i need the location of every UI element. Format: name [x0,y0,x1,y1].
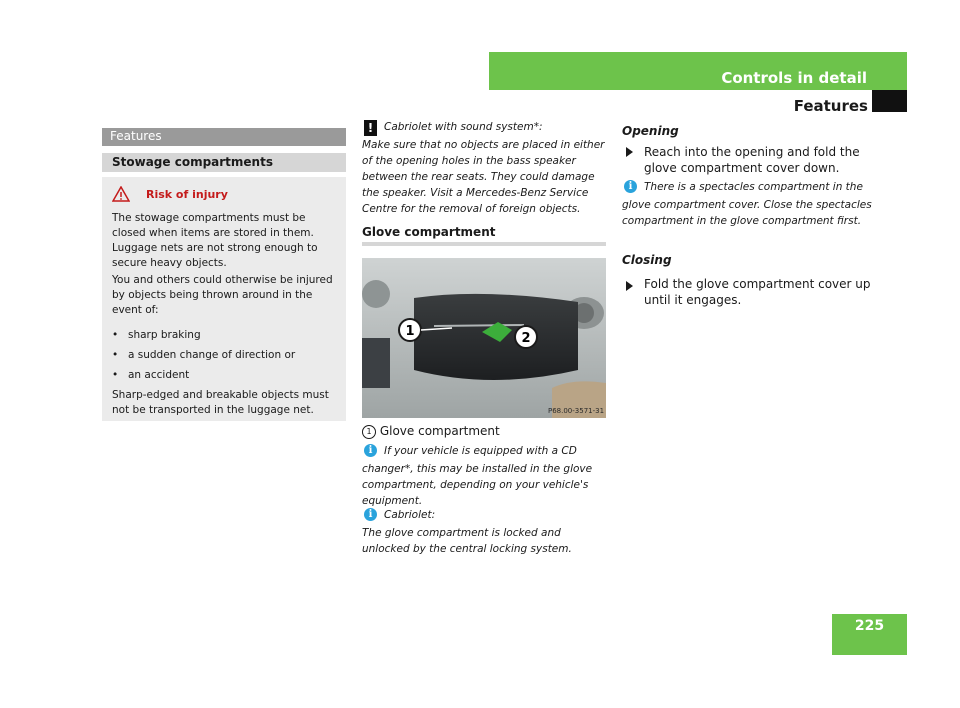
header-marker [872,90,907,112]
info-icon: i [364,508,377,521]
figure-caption [362,424,500,439]
warning-bullet: • an accident [112,369,190,381]
page-number: 225 [854,618,885,634]
glove-compartment-photo [362,258,606,418]
section-title: Controls in detail [721,69,867,87]
features-bar-label: Features [110,129,162,143]
warning-bullet: • sharp braking [112,329,201,341]
stowage-bar-label: Stowage compartments [112,155,273,169]
caption-text: Glove compartment [379,424,500,438]
warning-paragraph: The stowage compartments must be closed when items are stored in them. Luggage nets are not strong enough to secure heavy objects. [112,212,318,269]
info-title: If your vehicle is equipped with a CD [384,445,577,457]
closing-heading: Closing [622,253,672,267]
air-vent-left [362,280,390,308]
warning-paragraph: You and others could otherwise be injured by objects being thrown around in the event of: [112,274,333,316]
figure-code: P68.00-3571-31 [548,407,605,415]
info-title: Cabriolet: [384,509,436,521]
heading-rule [362,242,606,246]
warning-title: Risk of injury [146,188,228,201]
step-arrow-icon [626,147,633,157]
info-body: glove compartment cover. Close the spectacles compartment in the glove compartment first. [622,199,872,227]
stowage-bar [102,153,346,172]
caution-title: Cabriolet with sound system*: [384,121,543,133]
figure-label-2: 2 [521,331,531,346]
warning-paragraph: Sharp-edged and breakable objects must not be transported in the luggage net. [112,389,329,416]
info-icon: i [624,180,637,193]
caption-number: 1 [362,425,376,439]
figure-label-1: 1 [405,324,415,339]
opening-step: Reach into the opening and fold the glove compartment cover down. [644,145,860,175]
warning-triangle-icon [112,186,130,202]
info-body: The glove compartment is locked and unlocked by the central locking system. [362,527,572,555]
caution-icon: ! [364,120,377,136]
opening-heading: Opening [622,124,679,138]
features-bar [102,128,346,146]
bullet-text: a sudden change of direction or [128,349,296,361]
info-title: There is a spectacles compartment in the [644,181,863,193]
step-arrow-icon [626,281,633,291]
subsection-title: Features [793,97,868,115]
info-icon: i [364,444,377,457]
warning-box [102,177,346,421]
caution-body: Make sure that no objects are placed in either of the opening holes in the bass speaker between the rear seats. They could damage the speaker. Visit a Mercedes-Benz Service Centre for the removal of foreign objects. [362,139,605,215]
bullet-text: sharp braking [128,329,201,341]
warning-bullet: • a sudden change of direction or [112,349,296,361]
glove-heading: Glove compartment [362,225,496,239]
bullet-text: an accident [128,369,190,381]
info-body: changer*, this may be installed in the glove compartment, depending on your vehicle's equipment. [362,463,593,507]
closing-step: Fold the glove compartment cover up until it engages. [644,277,871,307]
